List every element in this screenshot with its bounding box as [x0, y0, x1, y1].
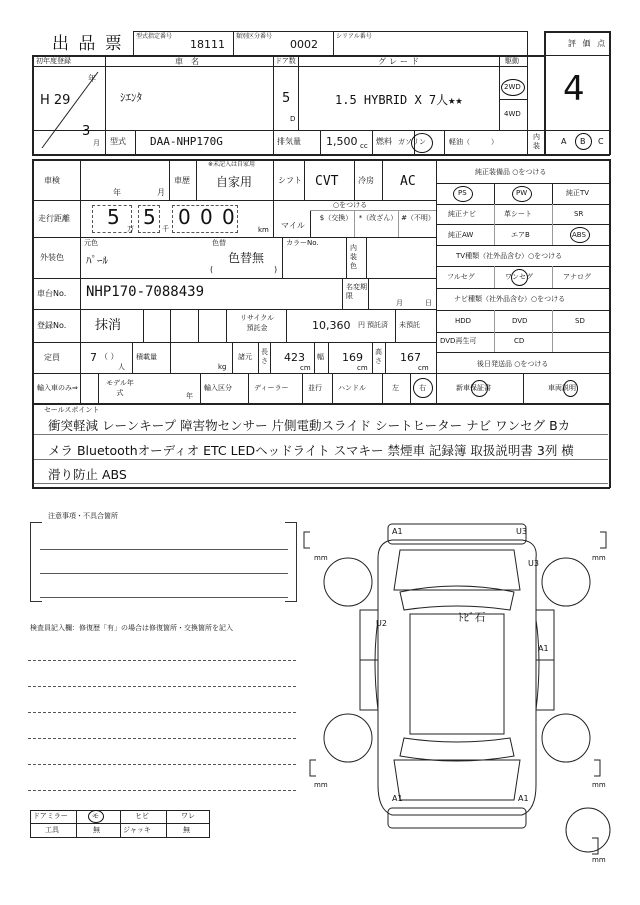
drive-2wd-circle — [501, 79, 525, 96]
height-label: 高さ — [375, 348, 382, 365]
tv-title: TV種類（社外品含む）○をつける — [456, 252, 563, 260]
cc-unit: cc — [360, 142, 368, 150]
score-label: 評 価 点 — [568, 39, 608, 48]
mileage-sen: 千 — [162, 225, 169, 233]
mileage-digit-3: 0 — [178, 205, 191, 229]
equip-abs: ABS — [572, 231, 586, 239]
mm-1: mm — [314, 554, 328, 562]
door-type: D — [290, 115, 296, 123]
class-code: 0002 — [290, 38, 318, 51]
length-value: 423 — [284, 351, 305, 364]
mile-label: マイル — [281, 221, 305, 230]
equip-pw-circle — [512, 186, 532, 202]
equip-pw: PW — [516, 189, 528, 197]
shaken-year-unit: 年 — [113, 188, 121, 197]
recycle-value: 10,360 — [312, 319, 351, 332]
sales-line-2: メラ Bluetoothオーディオ ETC LEDヘッドライト スマキー 禁煙車 記録簿 取扱説明書 3列 横 — [48, 443, 574, 458]
width-label: 幅 — [317, 353, 324, 361]
recycle-label: リサイクル預託金 — [239, 314, 275, 332]
jack-label: ジャッキ — [123, 826, 151, 834]
history-value: 自家用 — [216, 175, 253, 189]
handle-label: ハンドル — [338, 384, 366, 392]
equip-navi: 純正ナビ — [448, 210, 476, 218]
chassis-value: NHP170-7088439 — [86, 284, 205, 300]
mark-front-u3: U3 — [516, 527, 527, 536]
mark-left-u2: U2 — [376, 619, 387, 628]
fuel-diesel: 軽油（ ） — [449, 138, 498, 146]
history-note: ※未記入は自家用 — [208, 161, 256, 168]
interior-label: 内装 — [533, 133, 540, 150]
chassis-label: 車台No. — [37, 289, 67, 298]
int-grade-c: C — [598, 137, 604, 146]
model-year-label: モデル年式 — [106, 379, 134, 397]
import-type-label: 輸入区分 — [204, 384, 232, 392]
mark-label: ○をつける — [333, 201, 368, 209]
recycle-yen: 円 — [358, 321, 365, 329]
type-label: 型式 — [110, 137, 126, 146]
name-change-day: 日 — [425, 299, 432, 307]
mark-right-u3: U3 — [528, 559, 539, 568]
mirror-opt-1: モ — [92, 812, 99, 820]
mirror-circle — [88, 810, 104, 823]
doors-label: ドア数 — [275, 57, 296, 65]
car-diagram — [300, 510, 620, 880]
length-cm: cm — [300, 364, 311, 372]
capacity-paren: （ ） — [100, 352, 119, 361]
displacement-label: 排気量 — [277, 137, 301, 146]
mm-3: mm — [314, 781, 328, 789]
repaint-label: 色替 — [212, 239, 226, 247]
fuel-gas: ガソリン — [398, 138, 426, 146]
mark-front-a1: A1 — [392, 527, 403, 536]
mileage-digit-5: 0 — [222, 205, 235, 229]
docs-warranty-circle — [471, 380, 488, 397]
tv-oneseg: ワンセグ — [505, 273, 533, 281]
recycle-unpaid: 未預託 — [399, 321, 420, 329]
tools-label: 工具 — [45, 826, 59, 834]
mileage-label: 走行距離 — [38, 214, 70, 223]
width-cm: cm — [357, 364, 368, 372]
height-value: 167 — [400, 351, 421, 364]
jack-value: 無 — [183, 826, 190, 834]
mirror-opt-2: ヒビ — [135, 812, 149, 820]
car-name: ｼｴﾝﾀ — [120, 91, 142, 104]
original-color: ﾊﾟｰﾙ — [86, 254, 108, 267]
caution-label: 注意事項・不具合箇所 — [48, 512, 118, 520]
capacity-label: 定員 — [44, 353, 60, 362]
handle-circle — [413, 378, 433, 398]
serial-label: シリアル番号 — [336, 33, 372, 40]
load-label: 積載量 — [136, 353, 157, 361]
int-grade-circle — [575, 133, 592, 150]
mm-4: mm — [592, 781, 606, 789]
car-name-label: 車 名 — [175, 57, 199, 66]
navi-hdd: HDD — [455, 317, 472, 325]
equip-aw: 純正AW — [448, 231, 474, 239]
equipment-title: 純正装備品 ○をつける — [475, 168, 547, 176]
unknown-label: #（不明） — [401, 214, 435, 222]
equip-leather: 革シート — [504, 210, 532, 218]
model-code: 18111 — [190, 38, 225, 51]
altered-label: *（改ざん） — [358, 214, 398, 222]
tv-analog: アナログ — [563, 273, 591, 281]
repaint-value: 色替無 — [228, 251, 265, 265]
color-label: 外装色 — [40, 253, 64, 262]
dvd-cd: CD — [514, 337, 525, 345]
chip-note: ﾄﾋﾞ石 — [458, 611, 486, 624]
navi-title: ナビ種類（社外品含む）○をつける — [454, 295, 566, 303]
color-no-label: カラーNo. — [286, 239, 319, 247]
month-unit: 月 — [93, 139, 100, 147]
form-title: 出 品 票 — [52, 34, 124, 54]
shift-value: CVT — [315, 174, 339, 189]
era-year: H 29 — [40, 93, 71, 108]
first-reg-label: 初年度登録 — [36, 57, 71, 65]
mileage-digit-1: 5 — [107, 205, 120, 229]
drive-4wd: 4WD — [504, 110, 521, 118]
name-change-label: 名変期限 — [346, 283, 367, 300]
equip-abs-circle — [570, 227, 590, 243]
grade-label: グレード — [378, 57, 422, 66]
mileage-man: 万 — [127, 225, 134, 233]
import-parallel: 並行 — [308, 384, 322, 392]
mileage-digit-4: 0 — [200, 205, 213, 229]
sales-label: セールスポイント — [44, 406, 100, 414]
equip-ps-circle — [453, 186, 473, 202]
fuel-circle — [411, 133, 433, 153]
mirror-opt-3: ワレ — [181, 812, 195, 820]
equip-sr: SR — [574, 210, 584, 218]
fuel-label: 燃料 — [376, 137, 392, 146]
sales-line-1: 衝突軽減 レーンキープ 障害物センサー 片側電動スライド シートヒーター ナビ ワンセグ Bカ — [48, 418, 571, 433]
reg-month: 3 — [82, 124, 91, 139]
type-value: DAA-NHP170G — [150, 135, 223, 148]
replaced-label: $（交換） — [319, 214, 353, 222]
shaken-month-unit: 月 — [157, 188, 165, 197]
inspector-label: 検査員記入欄：修復歴「有」の場合は修復箇所・交換箇所を記入 — [30, 624, 233, 632]
equip-ps: PS — [458, 189, 467, 197]
tv-fullseg: フルセグ — [447, 273, 475, 281]
dim-label: 諸元 — [238, 353, 252, 361]
navi-sd: SD — [575, 317, 585, 325]
original-color-label: 元色 — [84, 239, 98, 247]
height-cm: cm — [418, 364, 429, 372]
docs-manual: 車両説明 — [548, 384, 576, 392]
capacity-people: 人 — [118, 363, 125, 371]
int-grade-a: A — [561, 137, 567, 146]
equip-tv: 純正TV — [566, 189, 590, 197]
drive-2wd: 2WD — [504, 83, 521, 91]
doors-value: 5 — [282, 91, 291, 106]
handle-left: 左 — [392, 384, 399, 392]
equip-airbag: エアB — [511, 231, 530, 239]
ac-value: AC — [400, 174, 416, 189]
recycle-paid: 預託済 — [367, 321, 388, 329]
dvd-play: DVD再生可 — [440, 337, 477, 345]
mm-2: mm — [592, 554, 606, 562]
shift-label: シフト — [278, 176, 302, 185]
sales-line-3: 滑り防止 ABS — [48, 467, 127, 482]
mark-rear-a1-left: A1 — [392, 794, 403, 803]
length-label: 長さ — [261, 348, 268, 365]
model-code-label: 型式指定番号 — [136, 33, 173, 40]
ac-label: 冷房 — [358, 176, 374, 185]
displacement: 1,500 — [326, 135, 358, 148]
mirror-label: ドアミラー — [33, 812, 68, 820]
history-label: 車歴 — [174, 176, 190, 185]
navi-dvd: DVD — [512, 317, 528, 325]
width-value: 169 — [342, 351, 363, 364]
shaken-label: 車検 — [44, 176, 60, 185]
docs-title: 後日発送品 ○をつける — [477, 360, 549, 368]
class-code-label: 類別区分番号 — [236, 33, 273, 40]
docs-manual-circle — [563, 380, 578, 397]
int-grade-b: B — [580, 137, 586, 146]
interior-color-label: 内装色 — [350, 244, 357, 270]
mark-right-a1: A1 — [538, 644, 549, 653]
model-year-unit: 年 — [186, 392, 193, 400]
mileage-digit-2: 5 — [143, 205, 156, 229]
mm-5: mm — [592, 856, 606, 864]
mark-rear-a1-right: A1 — [518, 794, 529, 803]
load-kg: kg — [218, 363, 227, 371]
registration-value: 抹消 — [95, 318, 122, 333]
tv-oneseg-circle — [511, 269, 528, 286]
import-only-label: 輸入車のみ⇒ — [37, 384, 78, 392]
registration-label: 登録No. — [37, 321, 67, 330]
km-unit: km — [258, 226, 269, 234]
score-value: 4 — [563, 69, 585, 109]
import-dealer: ディーラー — [254, 384, 289, 392]
name-change-month: 月 — [396, 299, 403, 307]
year-unit: 年 — [88, 74, 96, 83]
docs-warranty: 新車保証書 — [456, 384, 491, 392]
capacity-value: 7 — [90, 351, 97, 364]
handle-right: 右 — [419, 384, 426, 392]
tools-value: 無 — [93, 826, 100, 834]
grade-value: 1.5 HYBRID X 7人★★ — [335, 93, 463, 107]
drive-label: 駆動 — [505, 57, 519, 65]
